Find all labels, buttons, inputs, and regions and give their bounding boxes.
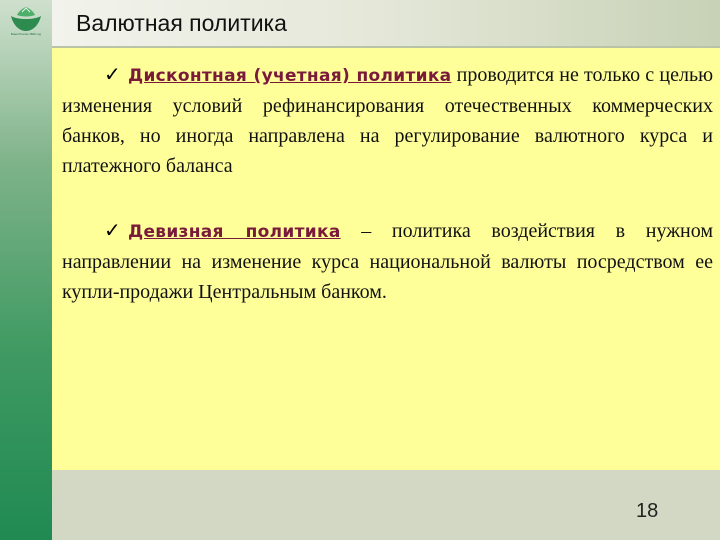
description-currency-policy: – политика воздействия в нужном направлении на изменение курса национальной валюты посредством ее купли-продажи Центральным банком. <box>62 220 713 303</box>
term-currency-policy: Девизная политика <box>128 222 341 242</box>
bullet-item-currency-policy <box>62 216 713 307</box>
page-title: Валютная политика <box>76 10 287 36</box>
page-number: 18 <box>636 500 659 522</box>
description-discount-policy: проводится не только с целью изменения условий рефинансирования отечественных коммерческих банков, но иногда направлена на регулирование валютного курса и платежного баланса <box>62 64 714 177</box>
left-sidebar-bar <box>0 0 52 540</box>
checkmark-icon: ✓ <box>104 220 121 242</box>
bullet-item-discount-policy <box>62 60 713 181</box>
checkmark-icon: ✓ <box>104 64 121 86</box>
logo-caption: Банк России 1860 год <box>10 32 42 36</box>
term-discount-policy: Дисконтная (учетная) политика <box>128 66 452 86</box>
slide-footer <box>52 470 720 540</box>
